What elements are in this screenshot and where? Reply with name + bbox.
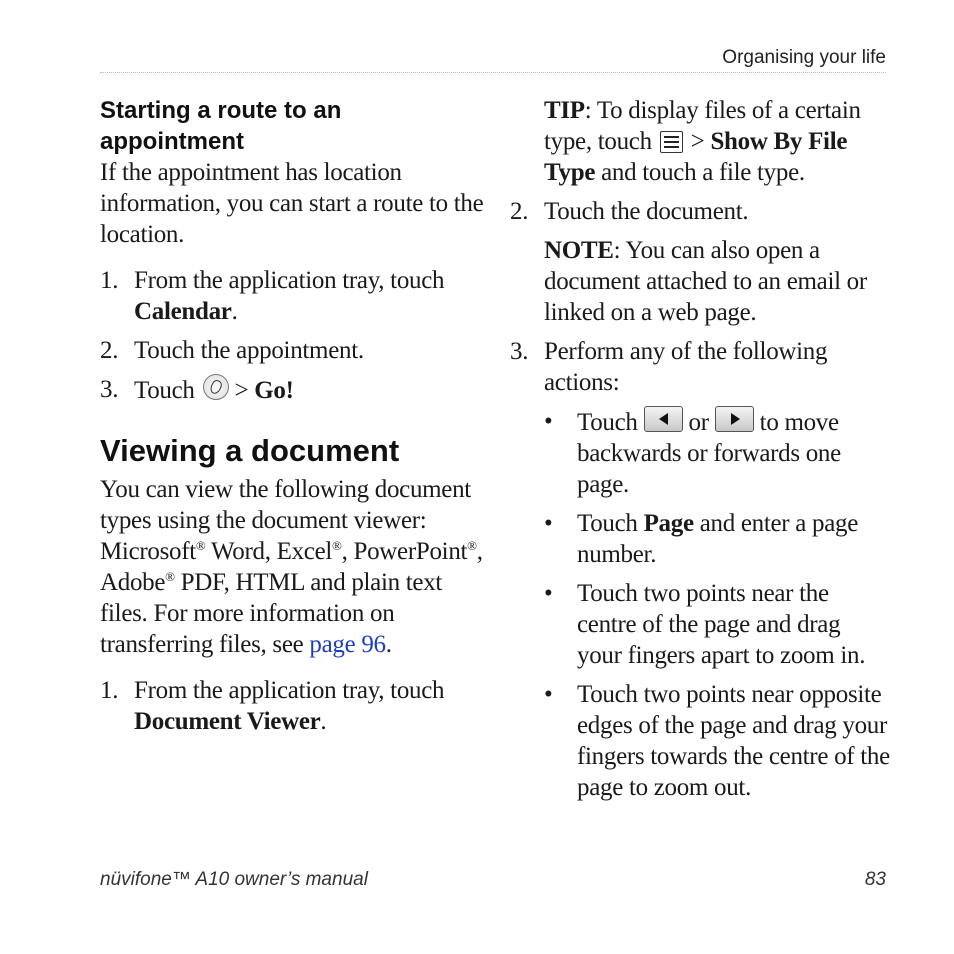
running-header: Organising your life [722, 47, 886, 68]
registered-mark: ® [332, 538, 342, 553]
bullet-item [510, 508, 890, 570]
forward-arrow-icon [715, 406, 754, 432]
list-item [100, 335, 490, 366]
go-label: Go! [254, 377, 294, 404]
page-label: Page [643, 510, 694, 537]
page-96-link[interactable]: page 96 [309, 631, 386, 658]
list-item [510, 336, 890, 398]
registered-mark: ® [165, 569, 175, 584]
registered-mark: ® [467, 538, 477, 553]
bullet-dot: • [544, 408, 553, 435]
bullet-text: Touch two points near the centre of the page and drag your fingers apart to zoom in. [577, 580, 866, 669]
list-item [100, 374, 490, 406]
step-text: Perform any of the following actions: [544, 338, 828, 396]
step-text: Touch the appointment. [134, 337, 364, 364]
route-steps [100, 265, 490, 406]
bullet-dot: • [544, 580, 553, 607]
list-item [510, 196, 890, 227]
note-label: NOTE [544, 237, 614, 264]
step-number: 3. [100, 376, 119, 403]
section-title: Viewing a document [100, 433, 400, 468]
registered-mark: ® [195, 538, 206, 553]
bullet-text: Touch or to move backwards or forwards one page. [577, 406, 890, 500]
show-by-file-type-label: Show By File Type [544, 128, 848, 186]
header-divider [100, 72, 886, 73]
back-arrow-icon [644, 406, 683, 432]
menu-icon [660, 131, 683, 153]
step-text: From the application tray, touch Document Viewer. [134, 677, 445, 735]
bullet-item [510, 578, 890, 671]
bullet-item [510, 679, 890, 803]
bullet-dot: • [544, 681, 553, 708]
bullet-text: Touch Page and enter a page number. [577, 510, 858, 568]
list-item [100, 265, 490, 327]
step-number: 3. [510, 338, 529, 365]
note-block: NOTE: You can also open a document attached to an email or linked on a web page. [544, 237, 867, 326]
document-steps [100, 675, 490, 737]
bullet-dot: • [544, 510, 553, 537]
step-text: From the application tray, touch Calendar. [134, 267, 445, 325]
bullet-item [510, 406, 890, 500]
step-text: Touch > Go! [134, 374, 490, 406]
bullet-text: Touch two points near opposite edges of the page and drag your fingers towards the centre of the page to zoom out. [577, 681, 890, 801]
calendar-label: Calendar [134, 298, 232, 325]
step-number: 1. [100, 677, 119, 704]
go-icon [203, 374, 229, 400]
document-intro: You can view the following document types using the document viewer: Microsoft® Word, Excel®, PowerPoint®, Adobe® PDF, HTML and plain text files. For more information on transferring files, see page 96. [100, 476, 483, 658]
route-intro: If the appointment has location information, you can start a route to the location. [100, 159, 484, 248]
tip-block: TIP: To display files of a certain type, touch > Show By File Type and touch a file type. [544, 97, 861, 186]
step-number: 2. [100, 337, 119, 364]
step-number: 2. [510, 198, 529, 225]
step-text: Touch the document. [544, 198, 749, 225]
right-column [510, 95, 890, 803]
step-number: 1. [100, 267, 119, 294]
subheading: Starting a route to an appointment [100, 97, 342, 155]
page-number: 83 [864, 869, 886, 890]
list-item [100, 675, 490, 737]
document-viewer-label: Document Viewer [134, 708, 321, 735]
left-column [100, 95, 490, 745]
footer-manual-title: nüvifone™ A10 owner’s manual [100, 869, 368, 890]
tip-label: TIP [544, 97, 585, 124]
